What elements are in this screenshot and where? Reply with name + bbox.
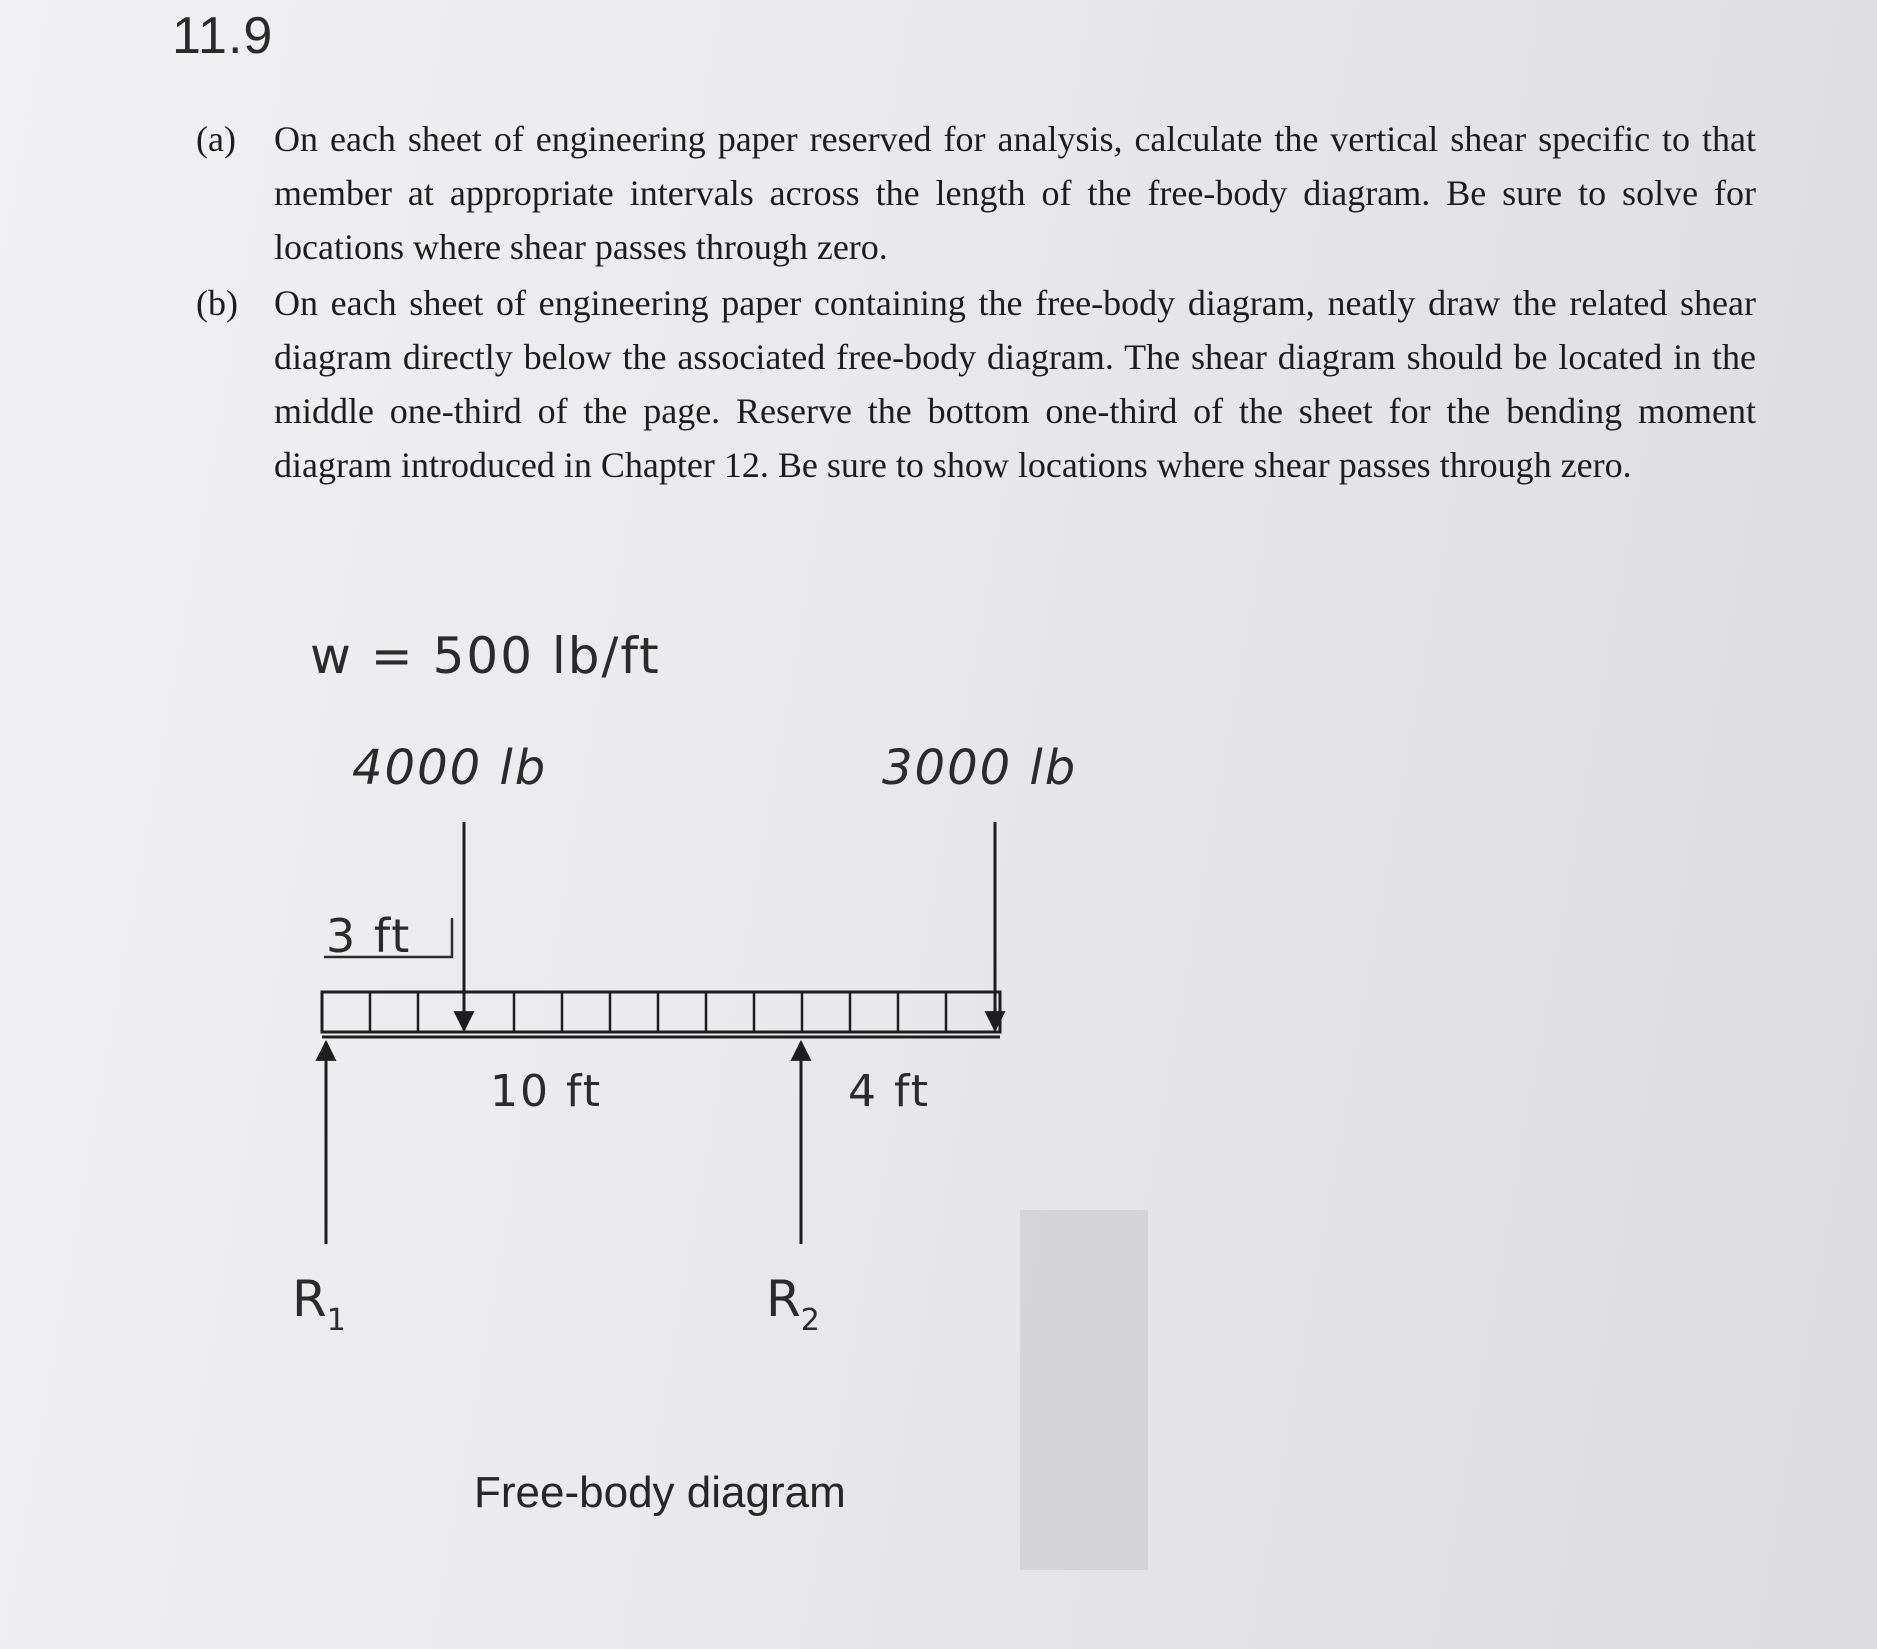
instruction-a-marker: (a)	[196, 119, 236, 159]
problem-number: 11.9	[172, 7, 274, 65]
reaction-r1-label: $R_1$	[292, 1270, 346, 1338]
dimension-10ft-label: 10 ft	[490, 1066, 602, 1117]
point-load-4000-label: 4000 lb	[352, 740, 548, 796]
point-load-3000-label: 3000 lb	[882, 740, 1078, 796]
dimension-4ft-label: 4 ft	[848, 1066, 930, 1117]
instruction-b-text: On each sheet of engineering paper containing the free-body diagram, neatly draw the related shear diagram directly below the associated free-body diagram. The shear diagram should be located in the middle one-third of the page. Reserve the bottom one-third of the sheet for the bending moment diagram introduced in Chapter 12. Be sure to show locations where shear passes through zero.	[274, 283, 1756, 485]
reaction-r2-label: $R_2$	[766, 1270, 820, 1338]
instruction-a-text: On each sheet of engineering paper reserved for analysis, calculate the vertical shear specific to that member at appropriate intervals across the length of the free-body diagram. Be sure to solve for locations where shear passes through zero.	[274, 119, 1756, 267]
distributed-load-label: w = 500 lb/ft	[310, 627, 661, 685]
beam	[322, 992, 1000, 1037]
dimension-3ft-label: 3 ft	[326, 909, 412, 963]
instruction-b-marker: (b)	[196, 283, 238, 323]
distributed-load-dividers	[370, 992, 946, 1032]
figure-caption: Free-body diagram	[474, 1468, 846, 1517]
paper-shadow	[1020, 1210, 1148, 1570]
